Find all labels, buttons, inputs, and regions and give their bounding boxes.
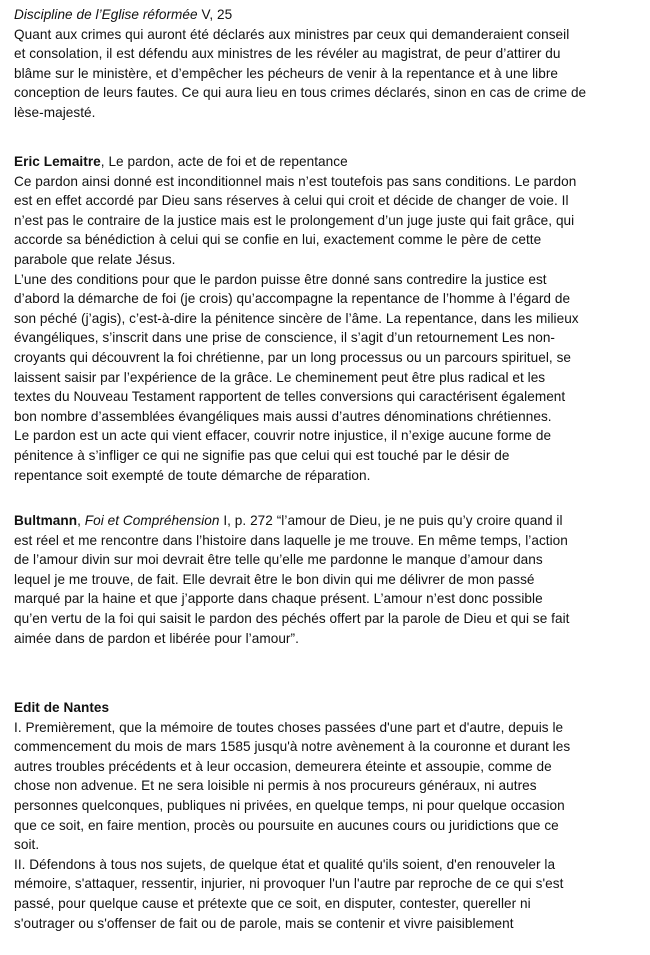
- bultmann-text-line: aimée dans de pardon et libérée pour l’amour”.: [14, 630, 299, 646]
- bultmann-quote-start: I, p. 272 “l’amour de Dieu, je ne puis qu’y croire quand il: [219, 513, 563, 528]
- bultmann-text-line: de l’amour divin sur moi devrait être telle qu’elle me pardonne le manque d’amour dans: [14, 552, 543, 568]
- discipline-text-line: conception de leurs fautes. Ce qui aura lieu en tous crimes déclarés, sinon en cas de crime de: [14, 85, 587, 101]
- lemaitre-text-line: n’est pas le contraire de la justice mais est le prolongement d’un juge juste qui fait grâce, qui: [14, 212, 575, 228]
- nantes-text-line: que ce soit, en faire mention, procès ou poursuite en aucunes cours ou juridictions que ce: [14, 817, 559, 833]
- bultmann-text-line: marqué par la haine et que j’apporte dans chaque présent. L’amour n’est donc possible: [14, 591, 543, 607]
- lemaitre-title: , Le pardon, acte de foi et de repentance: [100, 154, 348, 169]
- nantes-text-line: I. Premièrement, que la mémoire de toutes choses passées d'une part et d'autre, depuis le: [14, 719, 564, 735]
- lemaitre-text-line: textes du Nouveau Testament rapportent de telles conversions qui caractérisent également: [14, 389, 566, 405]
- nantes-text-line: mémoire, s'attaquer, ressentir, injurier, ni provoquer l'un l'autre par reproche de ce qui s'est: [14, 876, 564, 892]
- nantes-title: Edit de Nantes: [14, 700, 110, 715]
- discipline-section: [14, 5, 640, 123]
- lemaitre-text-line: L’une des conditions pour que le pardon puisse être donné sans contredire la justice est: [14, 271, 547, 287]
- nantes-section: [14, 698, 640, 933]
- discipline-source-title: Discipline de l’Eglise réformée: [14, 7, 198, 22]
- discipline-text-line: blâme sur le ministère, et d’empêcher les pécheurs de venir à la repentance et à une libre: [14, 65, 559, 81]
- bultmann-separator: ,: [77, 513, 85, 528]
- bultmann-heading: [14, 511, 640, 531]
- nantes-text-line: s'outrager ou s'offenser de fait ou de parole, mais se contenir et vivre paisiblement: [14, 915, 514, 931]
- bultmann-text-line: qu’en vertu de la foi qui saisit le pardon des péchés offert par la parole de Dieu et qui se fait: [14, 610, 570, 626]
- nantes-text-line: chose non advenue. Et ne sera loisible ni permis à nos procureurs généraux, ni autres: [14, 778, 537, 794]
- nantes-text-line: personnes quelconques, publiques ni privées, en quelque temps, ni pour quelque occasion: [14, 797, 565, 813]
- lemaitre-text-line: évangéliques, s’inscrit dans une prise de conscience, il s’agit d’un retournement Les non-: [14, 330, 556, 346]
- lemaitre-text-line: Le pardon est un acte qui vient effacer, couvrir notre injustice, il n’exige aucune forme de: [14, 428, 552, 444]
- nantes-text-line: II. Défendons à tous nos sujets, de quelque état et qualité qu'ils soient, d'en renouveler la: [14, 856, 556, 872]
- discipline-text-line: et consolation, il est défendu aux ministres de les révéler au magistrat, de peur d’attirer du: [14, 46, 561, 62]
- discipline-source-ref: V, 25: [197, 7, 233, 22]
- lemaitre-section: [14, 152, 640, 485]
- nantes-text-line: passé, pour quelque cause et prétexte que ce soit, en disputer, contester, quereller ni: [14, 895, 531, 911]
- bultmann-work: Foi et Compréhension: [84, 513, 220, 528]
- bultmann-section: [14, 511, 640, 648]
- lemaitre-author: Eric Lemaitre: [14, 154, 101, 169]
- discipline-text-line: Quant aux crimes qui auront été déclarés aux ministres par ceux qui demanderaient conseil: [14, 26, 570, 42]
- nantes-text-line: autres troubles précédents et à leur occasion, demeurera éteinte et assoupie, comme de: [14, 758, 552, 774]
- lemaitre-text-line: d’abord la démarche de foi (je crois) qu’accompagne la repentance de l’homme à l’égard de: [14, 291, 571, 307]
- lemaitre-text-line: Ce pardon ainsi donné est inconditionnel mais n’est toutefois pas sans conditions. Le pardon: [14, 173, 577, 189]
- lemaitre-text-line: laissent saisir par l’expérience de la grâce. Le cheminement peut être plus radical et les: [14, 369, 546, 385]
- bultmann-author: Bultmann: [14, 513, 78, 528]
- lemaitre-text-line: est en effet accordé par Dieu sans réserves à celui qui croit et décide de changer de voie. Il: [14, 193, 569, 209]
- discipline-text-line: lèse-majesté.: [14, 104, 96, 120]
- lemaitre-text-line: repentance soit exempté de toute démarche de réparation.: [14, 467, 371, 483]
- lemaitre-heading: [14, 152, 640, 172]
- lemaitre-text-line: accorde sa bénédiction à celui qui se confie en lui, exactement comme le père de cette: [14, 232, 542, 248]
- nantes-text-line: commencement du mois de mars 1585 jusqu'à notre avènement à la couronne et durant les: [14, 739, 571, 755]
- discipline-heading: [14, 5, 640, 25]
- lemaitre-text-line: son péché (j’agis), c’est-à-dire la pénitence sincère de l’âme. La repentance, dans les milieux: [14, 310, 579, 326]
- nantes-text-line: soit.: [14, 837, 40, 853]
- lemaitre-text-line: croyants qui découvrent la foi chrétienne, par un long processus ou un parcours spirituel, se: [14, 349, 572, 365]
- lemaitre-text-line: parabole que relate Jésus.: [14, 251, 176, 267]
- lemaitre-text-line: bon nombre d’assemblées évangéliques mais aussi d’autres dénominations chrétiennes.: [14, 408, 552, 424]
- lemaitre-text-line: pénitence à s’infliger ce qui ne signifie pas que celui qui est touché par le désir de: [14, 447, 510, 463]
- bultmann-text-line: lequel je me trouve, de fait. Elle devrait être le bon divin qui me délivrer de mon passé: [14, 571, 535, 587]
- bultmann-text-line: est réel et me rencontre dans l’histoire dans laquelle je me trouve. En même temps, l’action: [14, 532, 568, 548]
